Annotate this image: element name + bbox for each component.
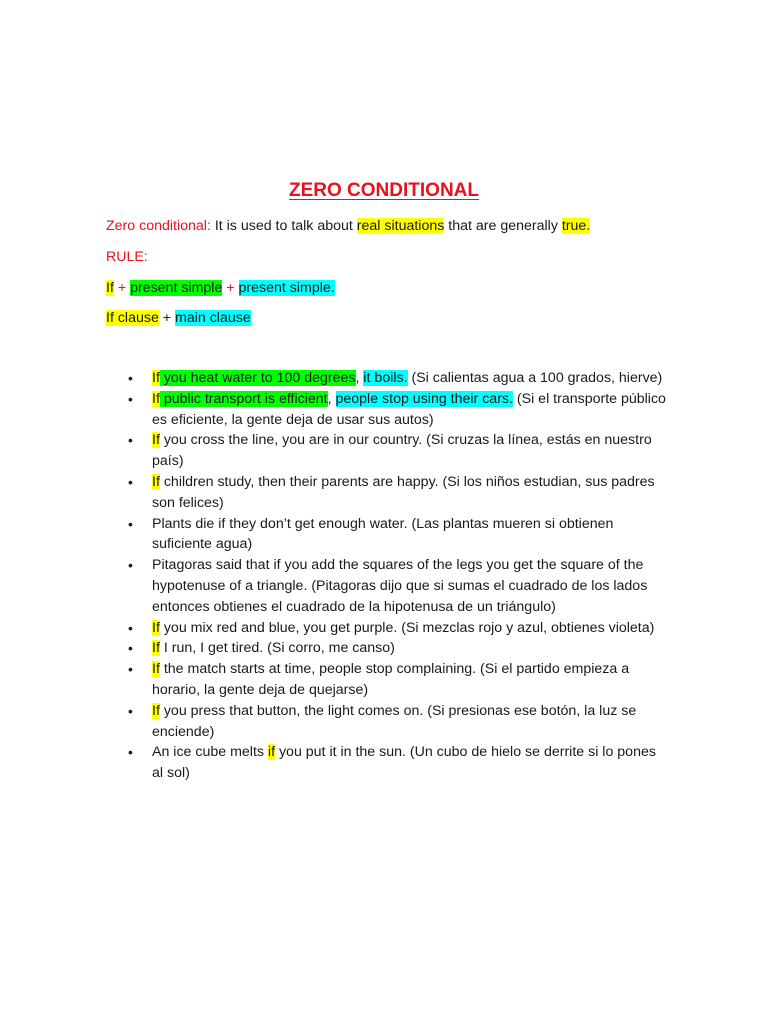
definition-label: Zero conditional: [106,218,211,234]
bullet: • [128,619,133,636]
example-text: children study, then their parents are happy. (Si los niños estudian, sus padres son felices) [152,473,655,511]
bullet: • [128,702,133,719]
example-if: If [152,432,160,449]
formula-if: If [106,280,114,296]
list-item [128,638,668,659]
list-item [128,618,668,639]
clause-plus: + [158,310,176,326]
example-if: If [152,640,160,657]
definition-line [106,216,590,236]
rule-formula [106,278,335,298]
list-item [128,368,668,389]
formula-present-simple-2: present simple. [238,280,335,296]
bullet: • [128,661,133,678]
bullet: • [128,744,133,761]
example-text-a: An ice cube melts [152,744,268,761]
bullet: • [128,432,133,449]
example-translation: (Si el transporte público es eficiente, la gente deja de usar sus autos) [152,390,666,428]
bullet: • [128,557,133,574]
example-translation: (Si calientas agua a 100 grados, hierve) [407,370,663,386]
highlight-real-situations: real situations [356,218,445,234]
definition-text-b: that are generally [444,218,562,234]
bullet: • [128,640,133,657]
list-item [128,555,668,617]
if-clause-label: If clause [106,310,159,326]
list-item [128,472,668,514]
example-text: Pitagoras said that if you add the squares of the legs you get the square of the hypotenuse of a triangle. (Pitagoras dijo que si sumas el cuadrado de los lados entonces obtienes el cuadrado de la hipotenusa de un triángulo) [152,557,648,615]
page-title: ZERO CONDITIONAL [289,180,479,201]
example-inner-if: if [267,744,276,761]
example-text: you mix red and blue, you get purple. (Si mezclas rojo y azul, obtienes violeta) [159,619,655,636]
example-main-clause: it boils. [363,370,408,386]
definition-text-a: It is used to talk about [210,218,357,234]
list-item [128,742,668,784]
list-item [128,389,668,431]
bullet: • [128,370,133,386]
example-if: If [152,473,160,490]
example-text: you cross the line, you are in our country. (Si cruzas la línea, estás en nuestro país) [152,432,652,470]
bullet: • [128,390,133,407]
formula-plus-2: + [222,280,239,296]
highlight-true: true. [561,218,591,234]
list-item [128,430,668,472]
example-main-clause: people stop using their cars. [335,390,513,407]
example-comma: , [327,390,336,407]
example-comma: , [355,370,364,386]
formula-plus-1: + [113,280,131,296]
example-text: the match starts at time, people stop complaining. (Si el partido empieza a horario, la gente deja de quejarse) [152,661,630,698]
list-item [128,701,668,743]
example-if-clause: you heat water to 100 degrees [159,370,356,386]
example-if: If [152,619,160,636]
main-clause-label: main clause [175,310,251,326]
example-text-b: you put it in the sun. (Un cubo de hielo se derrite si lo pones al sol) [152,744,656,782]
bullet: • [128,473,133,490]
example-if: If [152,661,160,678]
rule-label: RULE: [106,249,148,265]
example-if: If [152,370,160,386]
list-item [128,514,668,556]
example-text: Plants die if they don’t get enough water. (Las plantas mueren si obtienen suficiente agua) [152,515,614,553]
examples-list [128,368,668,784]
example-if: If [152,390,160,407]
formula-present-simple-1: present simple [130,280,223,296]
example-if-clause: public transport is efficient [159,390,328,407]
example-if: If [152,702,160,719]
clause-formula [106,308,251,328]
list-item [128,659,668,701]
bullet: • [128,515,133,532]
example-text: you press that button, the light comes on. (Si presionas ese botón, la luz se enciende) [152,702,637,740]
example-text: I run, I get tired. (Si corro, me canso) [159,640,395,657]
